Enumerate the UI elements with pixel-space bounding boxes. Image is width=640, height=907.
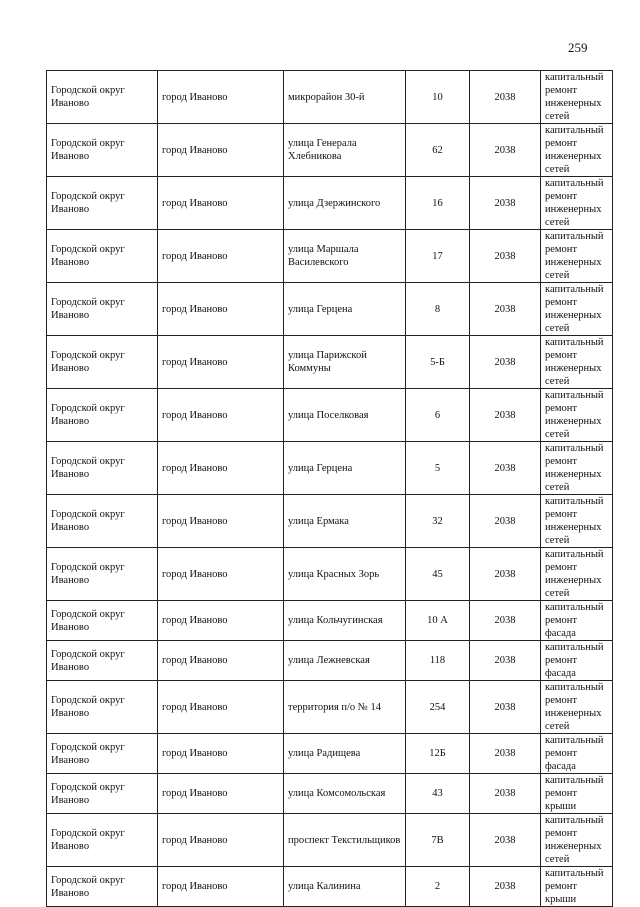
district-cell: Городской округ Иваново	[47, 734, 158, 774]
table-row	[47, 867, 613, 907]
street-cell: улица Генерала Хлебникова	[284, 124, 406, 177]
house-cell: 5-Б	[406, 336, 470, 389]
year-cell: 2038	[470, 389, 541, 442]
street-cell: улица Герцена	[284, 283, 406, 336]
house-cell: 43	[406, 774, 470, 814]
year-cell: 2038	[470, 867, 541, 907]
table-row	[47, 442, 613, 495]
street-cell: улица Маршала Василевского	[284, 230, 406, 283]
table-row	[47, 681, 613, 734]
house-cell: 254	[406, 681, 470, 734]
house-cell: 62	[406, 124, 470, 177]
year-cell: 2038	[470, 734, 541, 774]
table-body	[47, 71, 613, 907]
street-cell: проспект Текстильщиков	[284, 814, 406, 867]
city-cell: город Иваново	[158, 230, 284, 283]
table-row	[47, 71, 613, 124]
district-cell: Городской округ Иваново	[47, 601, 158, 641]
year-cell: 2038	[470, 230, 541, 283]
work-type-cell: капитальный ремонт инженерных сетей	[541, 681, 613, 734]
street-cell: улица Поселковая	[284, 389, 406, 442]
table-row	[47, 601, 613, 641]
year-cell: 2038	[470, 641, 541, 681]
house-cell: 17	[406, 230, 470, 283]
district-cell: Городской округ Иваново	[47, 442, 158, 495]
street-cell: улица Лежневская	[284, 641, 406, 681]
work-type-cell: капитальный ремонт инженерных сетей	[541, 548, 613, 601]
work-type-cell: капитальный ремонт инженерных сетей	[541, 283, 613, 336]
street-cell: улица Герцена	[284, 442, 406, 495]
house-cell: 7В	[406, 814, 470, 867]
street-cell: улица Кольчугинская	[284, 601, 406, 641]
year-cell: 2038	[470, 177, 541, 230]
year-cell: 2038	[470, 336, 541, 389]
house-cell: 118	[406, 641, 470, 681]
house-cell: 16	[406, 177, 470, 230]
district-cell: Городской округ Иваново	[47, 774, 158, 814]
year-cell: 2038	[470, 124, 541, 177]
house-cell: 10	[406, 71, 470, 124]
year-cell: 2038	[470, 814, 541, 867]
work-type-cell: капитальный ремонт инженерных сетей	[541, 177, 613, 230]
year-cell: 2038	[470, 548, 541, 601]
city-cell: город Иваново	[158, 71, 284, 124]
district-cell: Городской округ Иваново	[47, 71, 158, 124]
house-cell: 2	[406, 867, 470, 907]
work-type-cell: капитальный ремонт инженерных сетей	[541, 230, 613, 283]
work-type-cell: капитальный ремонт инженерных сетей	[541, 442, 613, 495]
district-cell: Городской округ Иваново	[47, 681, 158, 734]
year-cell: 2038	[470, 283, 541, 336]
city-cell: город Иваново	[158, 814, 284, 867]
table-row	[47, 124, 613, 177]
city-cell: город Иваново	[158, 681, 284, 734]
work-type-cell: капитальный ремонт инженерных сетей	[541, 389, 613, 442]
table-row	[47, 814, 613, 867]
city-cell: город Иваново	[158, 442, 284, 495]
street-cell: улица Радищева	[284, 734, 406, 774]
street-cell: улица Парижской Коммуны	[284, 336, 406, 389]
street-cell: улица Калинина	[284, 867, 406, 907]
work-type-cell: капитальный ремонт инженерных сетей	[541, 495, 613, 548]
city-cell: город Иваново	[158, 124, 284, 177]
district-cell: Городской округ Иваново	[47, 641, 158, 681]
year-cell: 2038	[470, 601, 541, 641]
house-cell: 32	[406, 495, 470, 548]
city-cell: город Иваново	[158, 548, 284, 601]
house-cell: 8	[406, 283, 470, 336]
table-row	[47, 774, 613, 814]
city-cell: город Иваново	[158, 336, 284, 389]
table-row	[47, 230, 613, 283]
table-row	[47, 336, 613, 389]
table-row	[47, 283, 613, 336]
table-row	[47, 641, 613, 681]
district-cell: Городской округ Иваново	[47, 867, 158, 907]
city-cell: город Иваново	[158, 867, 284, 907]
year-cell: 2038	[470, 681, 541, 734]
year-cell: 2038	[470, 774, 541, 814]
city-cell: город Иваново	[158, 734, 284, 774]
city-cell: город Иваново	[158, 774, 284, 814]
house-cell: 5	[406, 442, 470, 495]
district-cell: Городской округ Иваново	[47, 283, 158, 336]
table-row	[47, 389, 613, 442]
page-number: 259	[568, 40, 588, 55]
city-cell: город Иваново	[158, 177, 284, 230]
work-type-cell: капитальный ремонт инженерных сетей	[541, 336, 613, 389]
street-cell: микрорайон 30-й	[284, 71, 406, 124]
year-cell: 2038	[470, 442, 541, 495]
street-cell: территория п/о № 14	[284, 681, 406, 734]
work-type-cell: капитальный ремонт инженерных сетей	[541, 71, 613, 124]
city-cell: город Иваново	[158, 283, 284, 336]
district-cell: Городской округ Иваново	[47, 495, 158, 548]
city-cell: город Иваново	[158, 389, 284, 442]
district-cell: Городской округ Иваново	[47, 336, 158, 389]
city-cell: город Иваново	[158, 601, 284, 641]
district-cell: Городской округ Иваново	[47, 177, 158, 230]
work-type-cell: капитальный ремонт фасада	[541, 641, 613, 681]
district-cell: Городской округ Иваново	[47, 548, 158, 601]
table-row	[47, 734, 613, 774]
table-row	[47, 548, 613, 601]
table-row	[47, 177, 613, 230]
work-type-cell: капитальный ремонт крыши	[541, 867, 613, 907]
house-cell: 10 А	[406, 601, 470, 641]
city-cell: город Иваново	[158, 641, 284, 681]
table-row	[47, 495, 613, 548]
street-cell: улица Комсомольская	[284, 774, 406, 814]
district-cell: Городской округ Иваново	[47, 230, 158, 283]
repair-schedule-table	[46, 70, 613, 907]
street-cell: улица Ермака	[284, 495, 406, 548]
street-cell: улица Дзержинского	[284, 177, 406, 230]
district-cell: Городской округ Иваново	[47, 124, 158, 177]
year-cell: 2038	[470, 495, 541, 548]
district-cell: Городской округ Иваново	[47, 389, 158, 442]
work-type-cell: капитальный ремонт инженерных сетей	[541, 814, 613, 867]
work-type-cell: капитальный ремонт крыши	[541, 774, 613, 814]
district-cell: Городской округ Иваново	[47, 814, 158, 867]
street-cell: улица Красных Зорь	[284, 548, 406, 601]
work-type-cell: капитальный ремонт фасада	[541, 601, 613, 641]
house-cell: 12Б	[406, 734, 470, 774]
year-cell: 2038	[470, 71, 541, 124]
work-type-cell: капитальный ремонт фасада	[541, 734, 613, 774]
house-cell: 6	[406, 389, 470, 442]
house-cell: 45	[406, 548, 470, 601]
work-type-cell: капитальный ремонт инженерных сетей	[541, 124, 613, 177]
city-cell: город Иваново	[158, 495, 284, 548]
